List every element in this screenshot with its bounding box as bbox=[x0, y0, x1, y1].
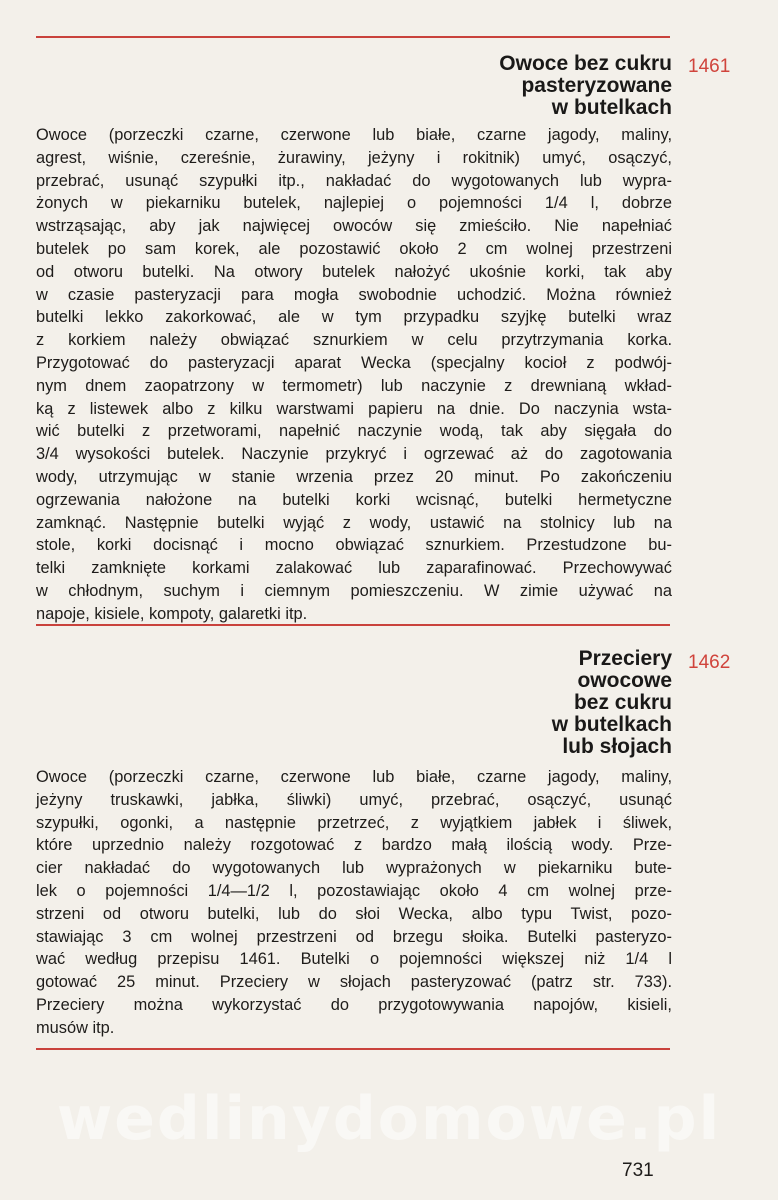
text-line: szypułki, ogonki, a następnie przetrzeć, z wyjątkiem jabłek i śliwek, bbox=[36, 813, 672, 832]
text-line: musów itp. bbox=[36, 1018, 115, 1037]
text-line: napoje, kisiele, kompoty, galaretki itp. bbox=[36, 604, 308, 623]
text-line: wody, utrzymując w stanie wrzenia przez 20 minut. Po zakończeniu bbox=[36, 467, 672, 486]
section-divider bbox=[36, 624, 670, 626]
text-line: wać według przepisu 1461. Butelki o pojemności większej niż 1/4 l bbox=[36, 950, 672, 969]
text-line: telki zamknięte korkami zalakować lub zaparafinować. Przechowywać bbox=[36, 559, 672, 578]
recipe-title-line: Przeciery bbox=[578, 647, 672, 670]
text-line: agrest, wiśnie, czereśnie, żurawiny, jeżyny i rokitnik) umyć, osączyć, bbox=[36, 148, 672, 167]
recipe-number-1461: 1461 bbox=[688, 56, 731, 77]
text-line: w czasie pasteryzacji para mogła swobodnie uchodzić. Można również bbox=[36, 285, 672, 304]
recipe-title-line: owocowe bbox=[577, 669, 672, 692]
text-line: wstrząsając, aby jak najwięcej owoców się zmieściło. Nie napełniać bbox=[36, 217, 672, 236]
text-line: gotować 25 minut. Przeciery w słojach pasteryzować (patrz str. 733). bbox=[36, 973, 672, 992]
recipe-title-line: Owoce bez cukru bbox=[499, 52, 672, 75]
text-line: z korkiem należy obwiązać sznurkiem w celu przytrzymania korka. bbox=[36, 331, 672, 350]
text-line: cier nakładać do wygotowanych lub wyprażonych w piekarniku bute- bbox=[36, 859, 672, 878]
text-line: 3/4 wysokości butelek. Naczynie przykryć i ogrzewać aż do zagotowania bbox=[36, 445, 672, 464]
recipe-title-line: pasteryzowane bbox=[521, 74, 672, 97]
recipe-body-1461 bbox=[36, 124, 672, 626]
recipe-title-line: w butelkach bbox=[551, 96, 672, 119]
text-line: ką z listewek albo z kilku warstwami papieru na dnie. Do naczynia wsta- bbox=[36, 399, 672, 418]
recipe-title-line: bez cukru bbox=[573, 691, 672, 714]
page-number: 731 bbox=[622, 1160, 654, 1181]
text-line: Owoce (porzeczki czarne, czerwone lub białe, czarne jagody, maliny, bbox=[36, 126, 672, 144]
text-line: nym dnem zaopatrzony w termometr) lub naczynie z drewnianą wkład- bbox=[36, 376, 672, 395]
text-line: przebrać, usunąć szypułki itp., nakładać do wygotowanych lub wypra- bbox=[36, 171, 672, 190]
recipe-body-1462 bbox=[36, 766, 672, 1040]
recipe-title-1462 bbox=[552, 648, 672, 758]
text-line: żonych w piekarniku butelek, najlepiej o pojemności 1/4 l, dobrze bbox=[36, 194, 672, 213]
text-line: butelki lekko zakorkować, ale w tym przypadku szyjkę butelki wraz bbox=[36, 308, 672, 327]
recipe-title-line: w butelkach bbox=[551, 713, 672, 736]
recipe-number-1462: 1462 bbox=[688, 652, 731, 673]
text-line: od otworu butelki. Na otwory butelek nałożyć ukośnie korki, tak aby bbox=[36, 262, 672, 281]
recipe-title-line: lub słojach bbox=[562, 735, 672, 758]
text-line: ogrzewania nałożone na butelki korki wcisnąć, butelki hermetyczne bbox=[36, 490, 672, 509]
top-divider bbox=[36, 36, 670, 38]
text-line: w chłodnym, suchym i ciemnym pomieszczeniu. W zimie używać na bbox=[36, 581, 672, 600]
text-line: Owoce (porzeczki czarne, czerwone lub białe, czarne jagody, maliny, bbox=[36, 768, 672, 786]
watermark: wedlinydomowe.pl bbox=[56, 1084, 722, 1154]
text-line: jeżyny truskawki, jabłka, śliwki) umyć, przebrać, osączyć, usunąć bbox=[36, 790, 672, 809]
recipe-title-1461 bbox=[499, 53, 672, 119]
text-line: butelek po sam korek, ale pozostawić około 2 cm wolnej przestrzeni bbox=[36, 239, 672, 258]
text-line: zamknąć. Następnie butelki wyjąć z wody, ustawić na stolnicy lub na bbox=[36, 513, 672, 532]
text-line: Przygotować do pasteryzacji aparat Wecka (specjalny kocioł z podwój- bbox=[36, 353, 672, 372]
text-line: Przeciery można wykorzystać do przygotowywania napojów, kisieli, bbox=[36, 995, 672, 1014]
text-line: stawiając 3 cm wolnej przestrzeni od brzegu słoika. Butelki pasteryzo- bbox=[36, 927, 672, 946]
text-line: stole, korki docisnąć i mocno obwiązać sznurkiem. Przestudzone bu- bbox=[36, 536, 672, 555]
bottom-divider bbox=[36, 1048, 670, 1050]
text-line: strzeni od otworu butelki, lub do słoi Wecka, albo typu Twist, pozo- bbox=[36, 904, 672, 923]
text-line: lek o pojemności 1/4—1/2 l, pozostawiając około 4 cm wolnej prze- bbox=[36, 881, 672, 900]
text-line: które uprzednio należy rozgotować z bardzo małą ilością wody. Prze- bbox=[36, 836, 672, 855]
text-line: wić butelki z przetworami, napełnić naczynie wodą, tak aby sięgała do bbox=[36, 422, 672, 441]
